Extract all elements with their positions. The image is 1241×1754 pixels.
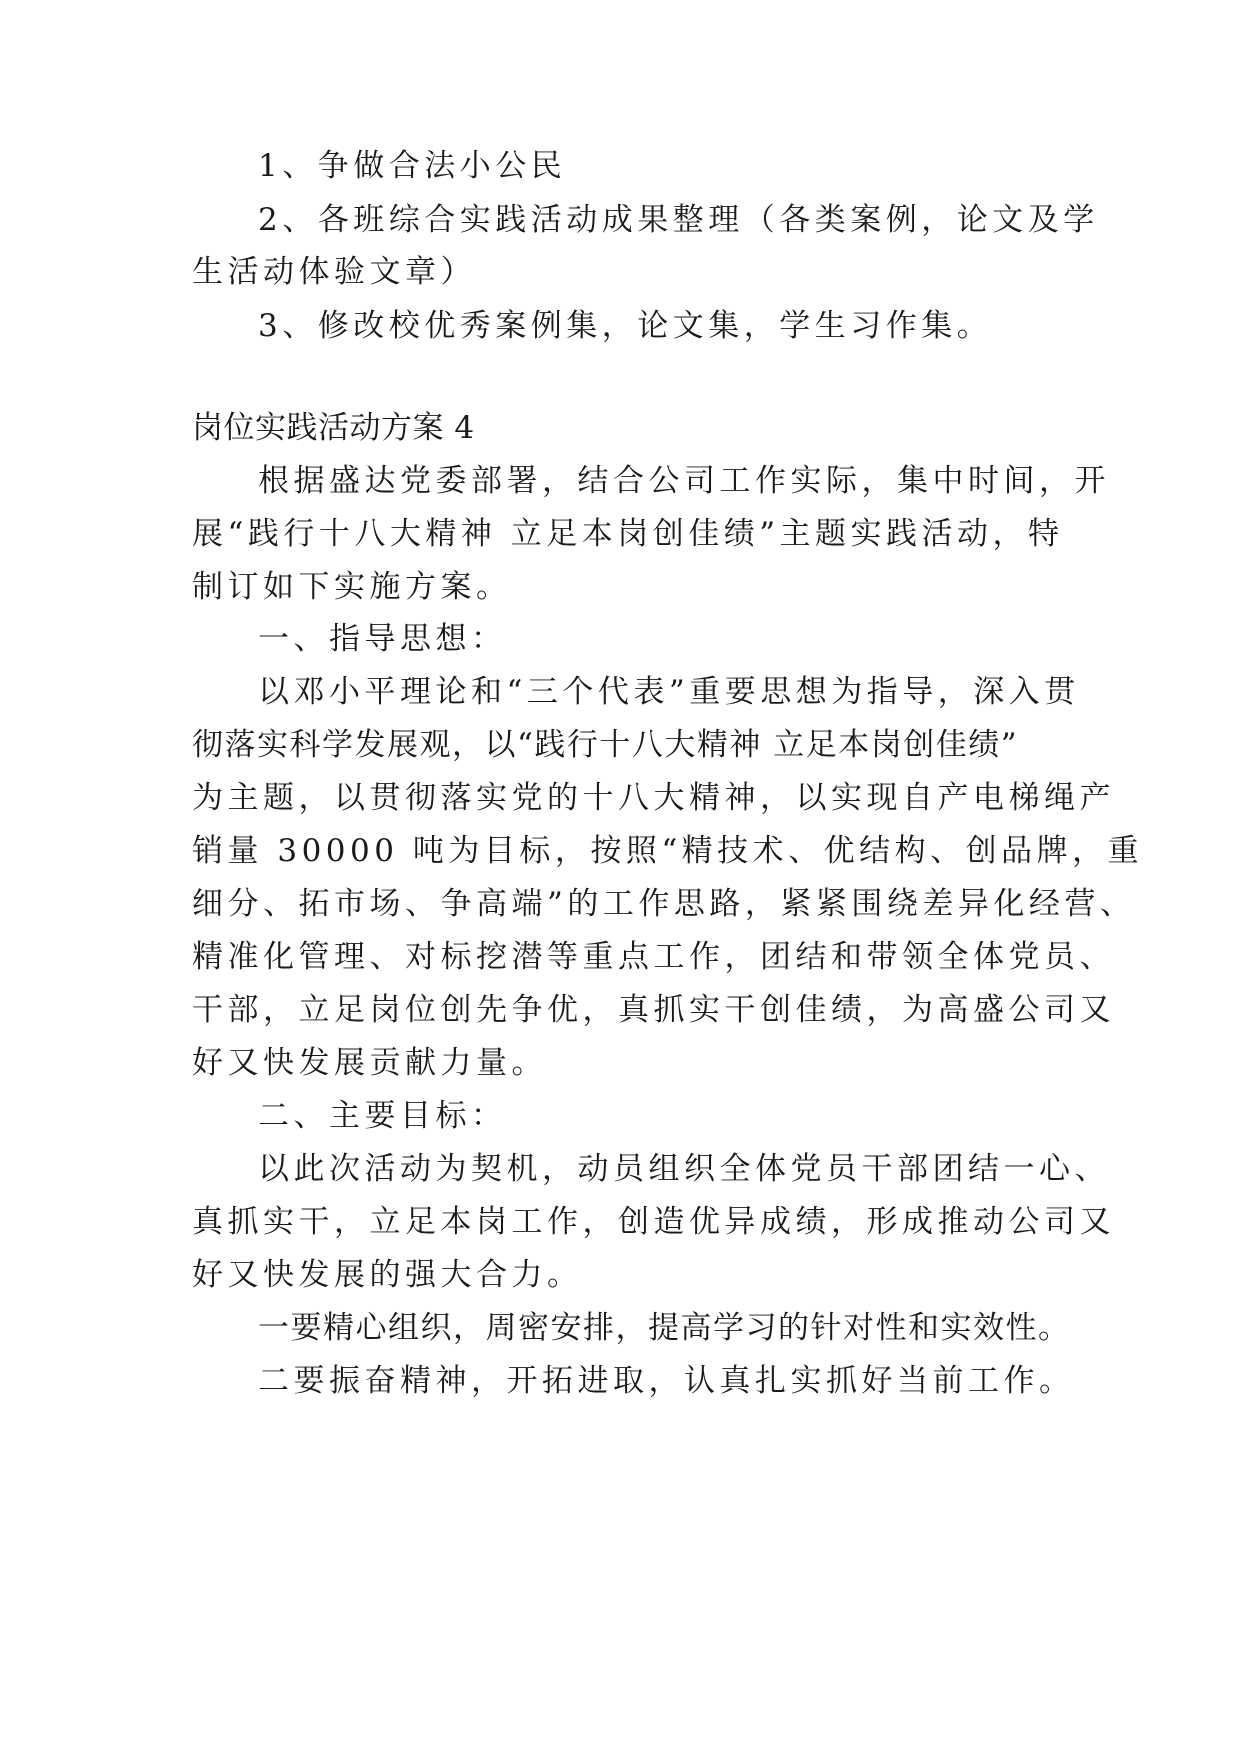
paragraph-line: 销量 30000 吨为目标，按照“精技术、优结构、创品牌，重 [192, 833, 1144, 869]
list-item: 2、各班综合实践活动成果整理（各类案例，论文及学 [258, 202, 1099, 238]
list-item: 3、修改校优秀案例集，论文集，学生习作集。 [258, 308, 993, 344]
section-heading: 二、主要目标： [258, 1098, 507, 1134]
paragraph-line: 制订如下实施方案。 [192, 569, 512, 605]
paragraph-line: 一要精心组织，周密安排，提高学习的针对性和实效性。 [258, 1310, 1071, 1346]
paragraph-line: 以邓小平理论和“三个代表”重要思想为指导，深入贯 [258, 674, 1080, 710]
paragraph-line: 干部，立足岗位创先争优，真抓实干创佳绩，为高盛公司又 [192, 992, 1115, 1028]
paragraph-line: 彻落实科学发展观，以“践行十八大精神 立足本岗创佳绩” [192, 727, 1019, 763]
section-heading: 一、指导思想： [258, 621, 507, 657]
paragraph-line: 为主题，以贯彻落实党的十八大精神，以实现自产电梯绳产 [192, 780, 1115, 816]
paragraph-line: 细分、拓市场、争高端”的工作思路，紧紧围绕差异化经营、 [192, 886, 1136, 922]
paragraph-line: 真抓实干，立足本岗工作，创造优异成绩，形成推动公司又 [192, 1204, 1115, 1240]
list-item: 1、争做合法小公民 [258, 148, 567, 184]
paragraph-line: 二要振奋精神，开拓进取，认真扎实抓好当前工作。 [258, 1363, 1075, 1399]
list-item-continuation: 生活动体验文章） [192, 254, 476, 290]
paragraph-line: 精准化管理、对标挖潜等重点工作，团结和带领全体党员、 [192, 939, 1115, 975]
paragraph-line: 以此次活动为契机，动员组织全体党员干部团结一心、 [258, 1151, 1110, 1187]
section-title: 岗位实践活动方案 4 [192, 410, 475, 446]
paragraph-line: 展“践行十八大精神 立足本岗创佳绩”主题实践活动，特 [192, 516, 1064, 552]
paragraph-line: 根据盛达党委部署，结合公司工作实际，集中时间，开 [258, 463, 1110, 499]
paragraph-line: 好又快发展贡献力量。 [192, 1045, 547, 1081]
paragraph-line: 好又快发展的强大合力。 [192, 1257, 583, 1293]
